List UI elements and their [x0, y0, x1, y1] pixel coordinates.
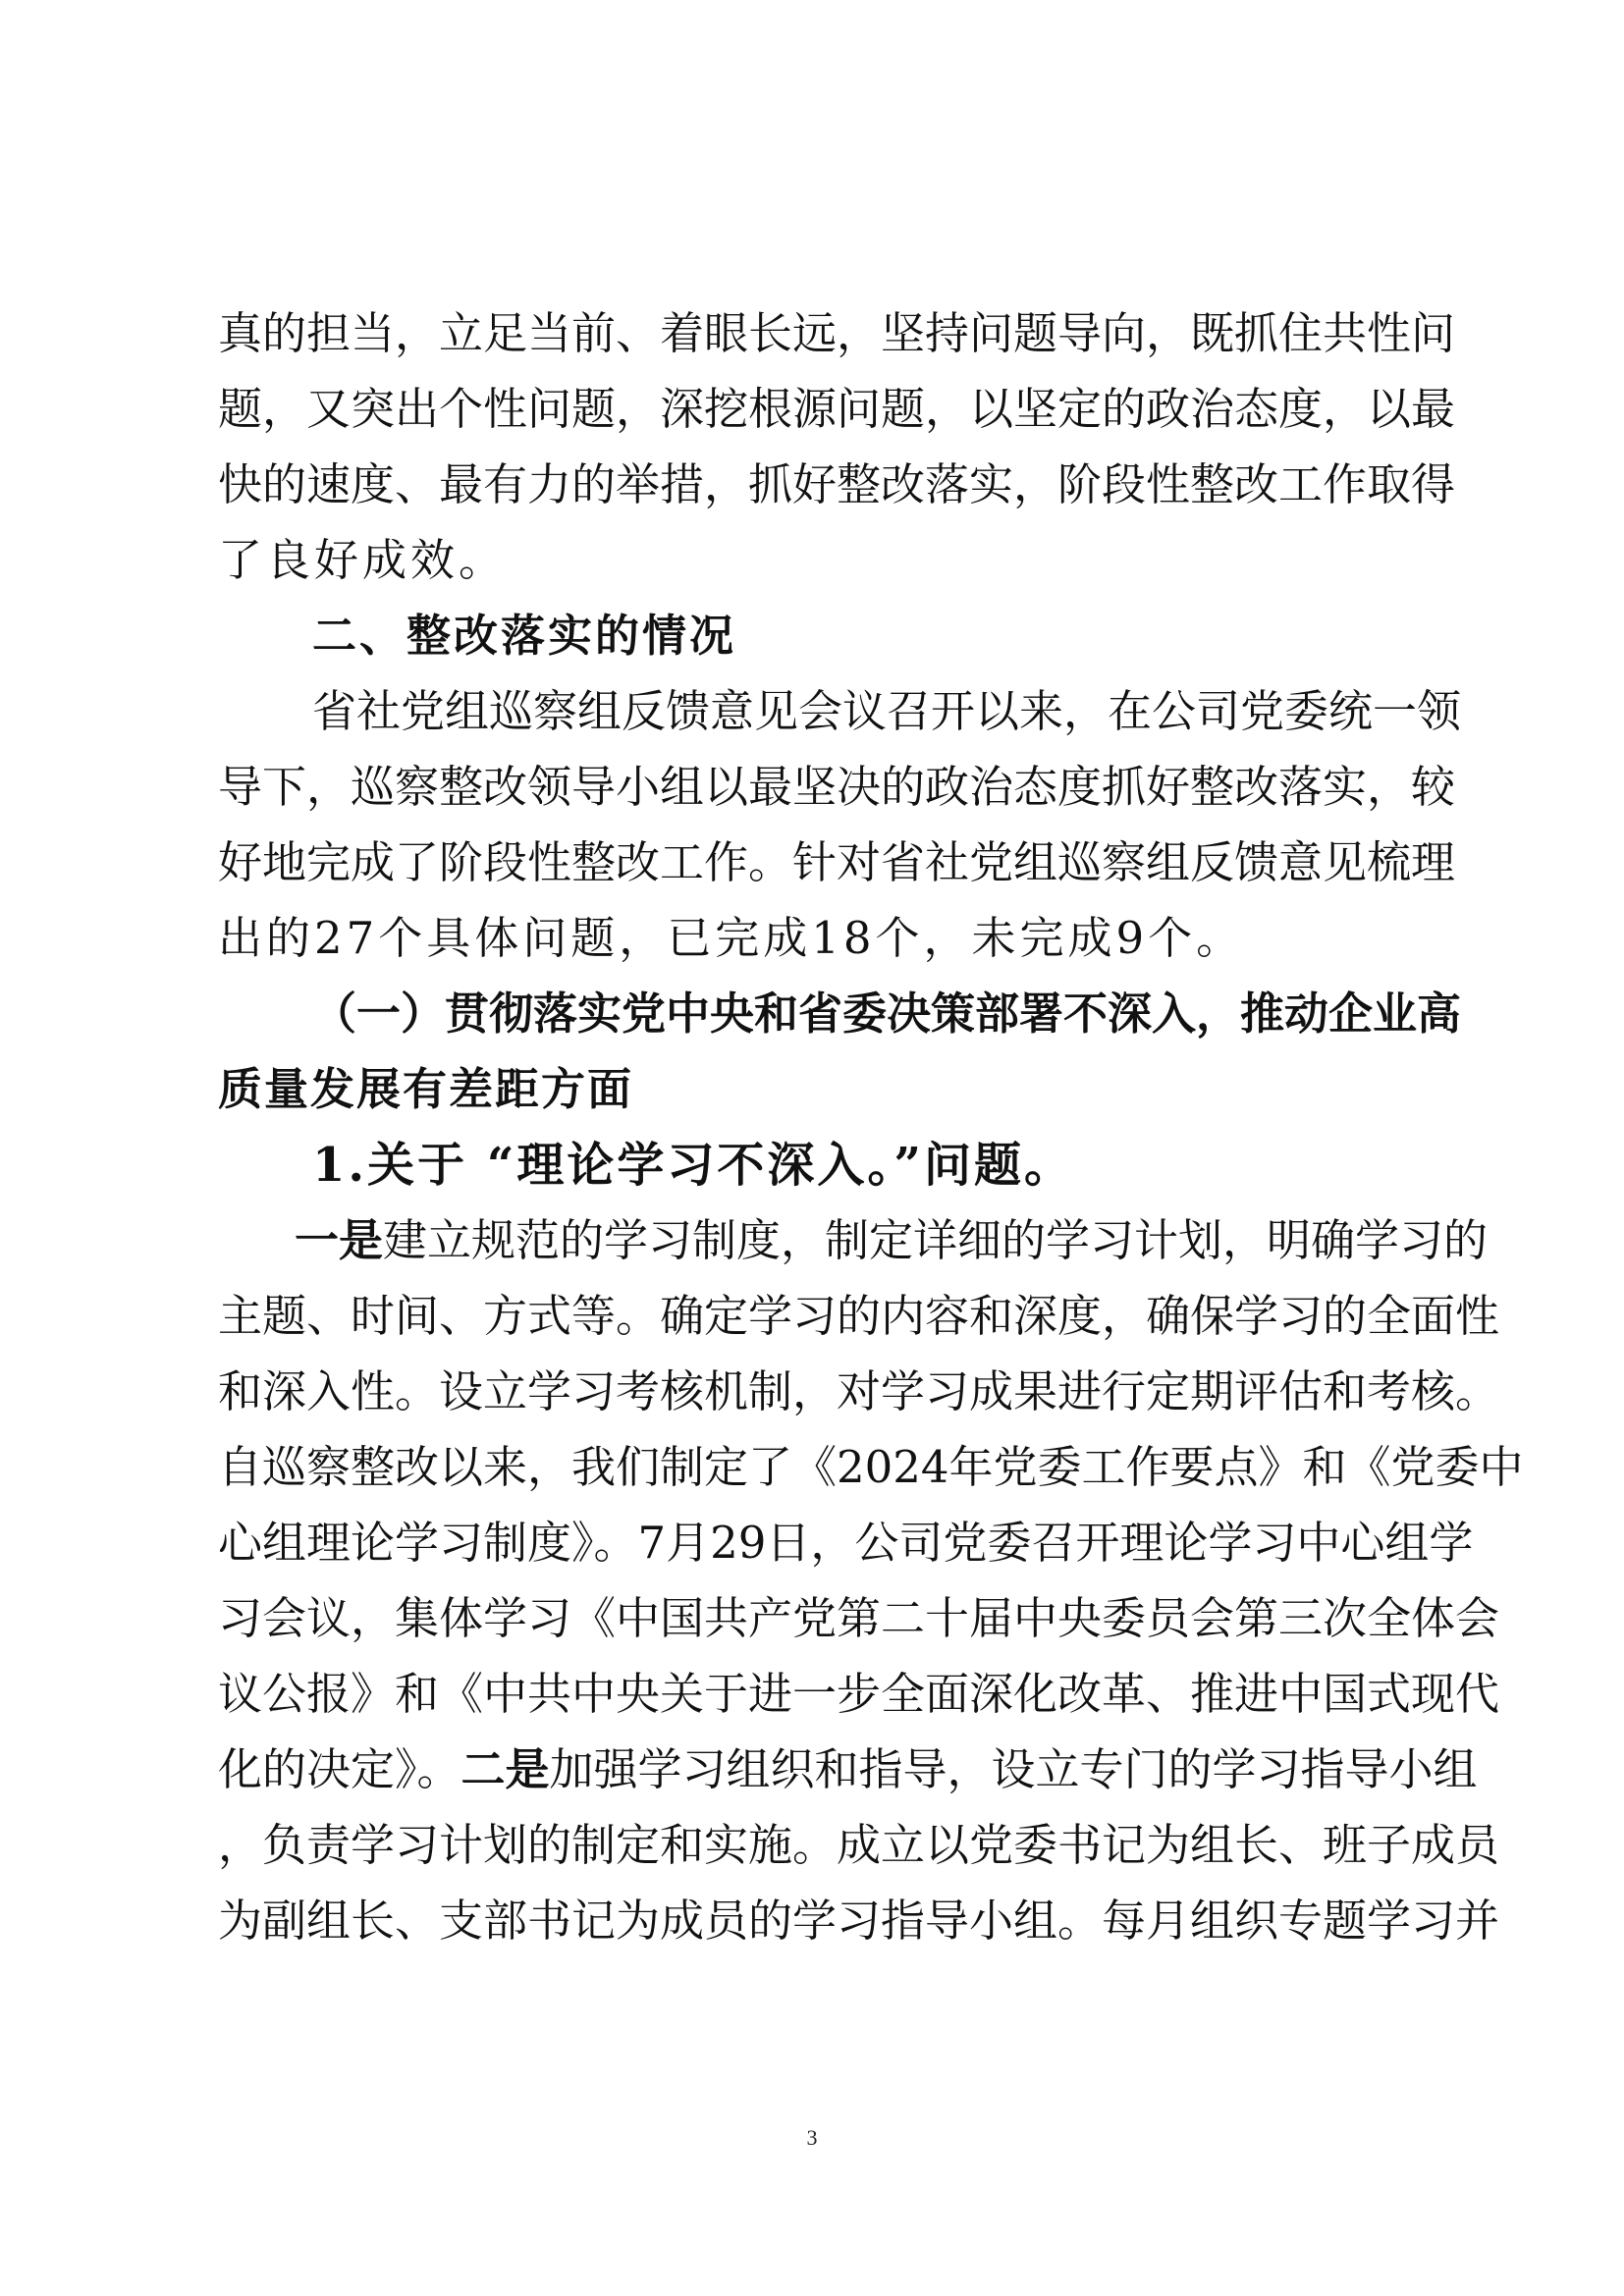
- paragraph-line: 真的担当，立足当前、着眼长远，坚持问题导向，既抓住共性问: [218, 307, 1456, 359]
- page-number: 3: [806, 2125, 818, 2150]
- paragraph-line: ，负责学习计划的制定和实施。成立以党委书记为组长、班子成员: [218, 1819, 1500, 1871]
- paragraph-line: [218, 1742, 1478, 1797]
- paragraph-line: 议公报》和《中共中央关于进一步全面深化改革、推进中国式现代: [218, 1668, 1500, 1720]
- emphasis-first: 一是: [295, 1214, 384, 1266]
- paragraph-line: 好地完成了阶段性整改工作。针对省社党组巡察组反馈意见梳理: [218, 836, 1456, 888]
- paragraph-line: 快的速度、最有力的举措，抓好整改落实，阶段性整改工作取得: [218, 458, 1456, 510]
- paragraph-line: 出的27个具体问题，已完成18个，未完成9个。: [218, 912, 1245, 964]
- paragraph-line: 心组理论学习制度》。7月29日，公司党委召开理论学习中心组学: [218, 1517, 1474, 1569]
- paragraph-line: 题，又突出个性问题，深挖根源问题，以坚定的政治态度，以最: [218, 383, 1456, 435]
- paragraph-line: 了良好成效。: [218, 534, 508, 586]
- section-heading: 二、整改落实的情况: [312, 610, 737, 662]
- item-heading: 1.关于 “理论学习不深入。”问题。: [312, 1138, 1075, 1193]
- paragraph-line: 为副组长、支部书记为成员的学习指导小组。每月组织专题学习并: [218, 1895, 1500, 1947]
- paragraph-line: [295, 1213, 1489, 1268]
- paragraph-line: 自巡察整改以来，我们制定了《2024年党委工作要点》和《党委中: [218, 1441, 1524, 1493]
- paragraph-line: 和深入性。设立学习考核机制，对学习成果进行定期评估和考核。: [218, 1365, 1500, 1417]
- paragraph-text: 建立规范的学习制度，制定详细的学习计划，明确学习的: [383, 1214, 1489, 1266]
- subsection-heading: 质量发展有差距方面: [218, 1063, 634, 1115]
- paragraph-line: 导下，巡察整改领导小组以最坚决的政治态度抓好整改落实，较: [218, 761, 1456, 813]
- paragraph-line: 省社党组巡察组反馈意见会议召开以来，在公司党委统一领: [312, 685, 1462, 737]
- paragraph-text: 化的决定》。: [218, 1743, 461, 1795]
- subsection-heading: （一）贯彻落实党中央和省委决策部署不深入，推动企业高: [312, 988, 1462, 1040]
- emphasis-second: 二是: [460, 1743, 550, 1795]
- paragraph-line: 主题、时间、方式等。确定学习的内容和深度，确保学习的全面性: [218, 1290, 1500, 1342]
- paragraph-line: 习会议，集体学习《中国共产党第二十届中央委员会第三次全体会: [218, 1592, 1500, 1644]
- paragraph-text: 加强学习组织和指导，设立专门的学习指导小组: [549, 1743, 1478, 1795]
